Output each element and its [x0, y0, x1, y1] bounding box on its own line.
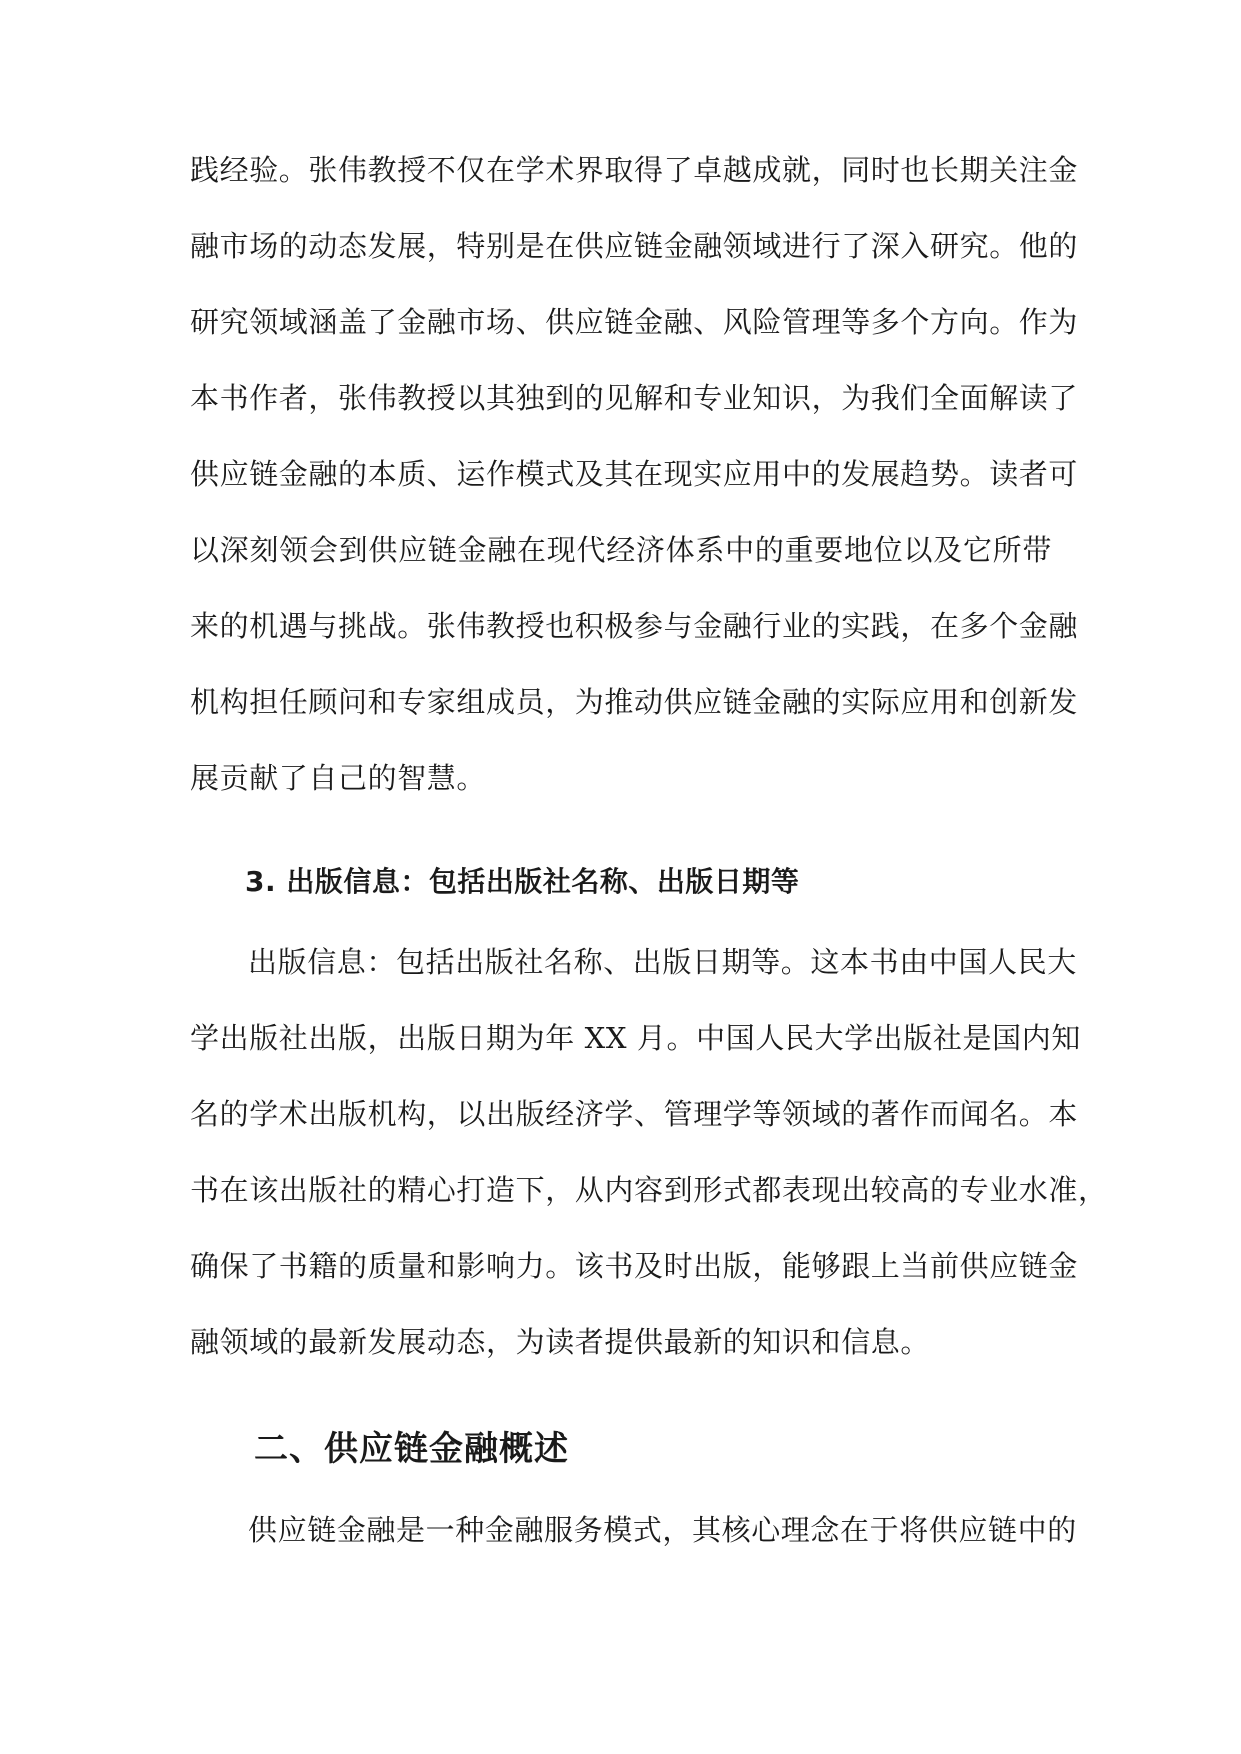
paragraph-line: 书在该出版社的精心打造下，从内容到形式都表现出较高的专业水准，	[190, 1173, 1108, 1207]
paragraph-line: 确保了书籍的质量和影响力。该书及时出版，能够跟上当前供应链金	[190, 1249, 1079, 1283]
paragraph-line: 来的机遇与挑战。张伟教授也积极参与金融行业的实践，在多个金融	[190, 609, 1079, 643]
paragraph-line: 供应链金融的本质、运作模式及其在现实应用中的发展趋势。读者可	[190, 457, 1079, 491]
paragraph-line: 本书作者，张伟教授以其独到的见解和专业知识，为我们全面解读了	[190, 381, 1079, 415]
section-heading: 3. 出版信息：包括出版社名称、出版日期等	[245, 865, 800, 898]
paragraph-line: 践经验。张伟教授不仅在学术界取得了卓越成就，同时也长期关注金	[190, 153, 1079, 187]
paragraph-line: 研究领域涵盖了金融市场、供应链金融、风险管理等多个方向。作为	[190, 305, 1079, 339]
paragraph-line: 学出版社出版，出版日期为年 XX 月。中国人民大学出版社是国内知	[190, 1021, 1081, 1055]
paragraph-line: 融市场的动态发展，特别是在供应链金融领域进行了深入研究。他的	[190, 229, 1079, 263]
paragraph-line: 出版信息：包括出版社名称、出版日期等。这本书由中国人民大	[248, 945, 1077, 979]
paragraph-line: 机构担任顾问和专家组成员，为推动供应链金融的实际应用和创新发	[190, 685, 1079, 719]
paragraph-line: 供应链金融是一种金融服务模式，其核心理念在于将供应链中的	[248, 1513, 1077, 1547]
paragraph-line: 融领域的最新发展动态，为读者提供最新的知识和信息。	[190, 1325, 931, 1359]
paragraph-line: 以深刻领会到供应链金融在现代经济体系中的重要地位以及它所带	[190, 533, 1052, 567]
chapter-heading: 二、供应链金融概述	[254, 1429, 569, 1469]
paragraph-line: 名的学术出版机构，以出版经济学、管理学等领域的著作而闻名。本	[190, 1097, 1079, 1131]
paragraph-line: 展贡献了自己的智慧。	[190, 761, 487, 795]
